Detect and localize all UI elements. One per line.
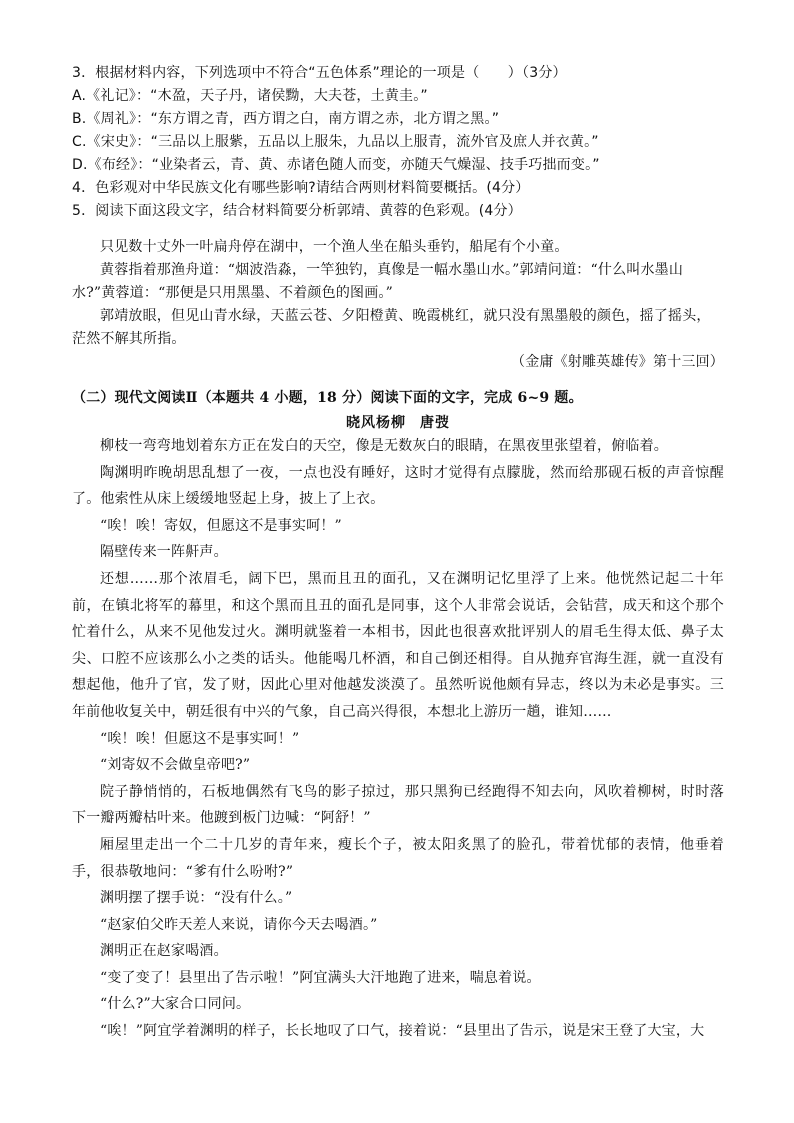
story-paragraph: 渊明正在赵家喝酒。 [100, 943, 228, 960]
question-3-option-d: D.《布经》：“业染者云，青、黄、赤诸色随人而变，亦随天气燥湿、技手巧拙而变。” [72, 157, 600, 173]
story-paragraph: “变了变了！县里出了告示啦！”阿宜满头大汗地跑了进来，喘息着说。 [100, 969, 541, 986]
excerpt-paragraph: 黄蓉指着那渔舟道：“烟波浩淼，一竿独钓，真像是一幅水墨山水。”郭靖问道：“什么叫水墨山水?”黄蓉道：“那便是只用黑墨、不着颜色的图画。” [72, 262, 684, 301]
question-3-stem: 3．根据材料内容，下列选项中不符合“五色体系”理论的一项是（ ）（3分） [72, 65, 567, 81]
story-paragraph: “唉！唉！但愿这不是事实呵！” [100, 730, 300, 747]
story-paragraph: “唉！唉！寄奴，但愿这不是事实呵！” [100, 517, 342, 534]
story-paragraph: 隔壁传来一阵鼾声。 [100, 544, 228, 561]
story-body [72, 433, 724, 1045]
question-5: 5．阅读下面这段文字，结合材料简要分析郭靖、黄蓉的色彩观。(4分） [72, 203, 522, 219]
story-paragraph: 陶渊明昨晚胡思乱想了一夜，一点也没有睡好，这时才觉得有点朦胧，然而给那砚石板的声音惊醒了。他索性从床上缓缓地竖起上身，披上了上衣。 [72, 464, 724, 508]
story-paragraph: “什么?”大家合口同问。 [100, 996, 251, 1013]
story-paragraph: 柳枝一弯弯地划着东方正在发白的天空，像是无数灰白的眼睛，在黑夜里张望着，俯临着。 [100, 438, 668, 454]
story-paragraph: 还想……那个浓眉毛，阔下巴，黑而且丑的面孔，又在渊明记忆里浮了上来。他恍然记起二十年前，在镇北将军的幕里，和这个黑而且丑的面孔是同事，这个人非常会说话，会钻营，成天和这个那个忙着什么，从来不见他发过火。渊明就鉴着一本相书，因此也很喜欢批评别人的眉毛生得太低、鼻子太尖、口腔不应该那么小之类的话头。他能喝几杯酒，和自己倒还相得。自从抛弃官海生涯，就一直没有想起他，他升了官，发了财，因此心里对他越发淡漠了。虽然听说他颇有异志，终以为未必是事实。三年前他收复关中，朝廷很有中兴的气象，自己高兴得很，本想北上游历一趟，谁知…… [72, 570, 724, 720]
story-author: 唐弢 [420, 415, 450, 431]
story-title: 晓风杨柳 [346, 415, 406, 431]
story-paragraph: 院子静悄悄的，石板地偶然有飞鸟的影子掠过，那只黑狗已经跑得不知去向，风吹着柳树，时时落下一瓣两瓣枯叶来。他踱到板门边喊：“阿舒！” [72, 783, 724, 827]
excerpt-paragraph: 郭靖放眼，但见山青水绿，天蓝云苍、夕阳橙黄、晚霞桃红，就只没有黑墨般的颜色，摇了摇头，茫然不解其所指。 [72, 308, 711, 347]
story-paragraph: 厢屋里走出一个二十几岁的青年来，瘦长个子，被太阳炙黑了的脸孔，带着忧郁的表情，他垂着手，很恭敬地问：“爹有什么吩咐?” [72, 836, 724, 880]
story-paragraph: “刘寄奴不会做皇帝吧?” [100, 757, 251, 774]
story-title-line [72, 412, 724, 432]
question-3-option-b: B.《周礼》：“东方谓之青，西方谓之白，南方谓之赤，北方谓之黑。” [72, 111, 500, 127]
story-paragraph: 渊明摆了摆手说：“没有什么。” [100, 890, 293, 907]
story-paragraph: “唉！”阿宜学着渊明的样子，长长地叹了口气，接着说：“县里出了告示，说是宋王登了大宝，大 [100, 1023, 705, 1040]
question-3-option-a: A.《礼记》：“木盈，天子丹，诸侯黝，大夫苍，土黄圭。” [72, 88, 428, 104]
questions-block [72, 62, 724, 223]
excerpt-paragraph: 只见数十丈外一叶扁舟停在湖中，一个渔人坐在船头垂钓，船尾有个小童。 [100, 239, 569, 255]
section-heading: （二）现代文阅读Ⅱ（本题共 4 小题，18 分）阅读下面的文字，完成 6~9 题。 [72, 390, 583, 406]
question-4: 4．色彩观对中华民族文化有哪些影响?请结合两则材料简要概括。(4分） [72, 180, 530, 196]
story-paragraph: “赵家伯父昨天差人来说，请你今天去喝酒。” [100, 916, 378, 933]
question-3-option-c: C.《宋史》：“三品以上服紫，五品以上服朱，九品以上服青，流外官及庶人并衣黄。” [72, 134, 599, 150]
excerpt-source: （金庸《射雕英雄传》第十三回） [511, 354, 724, 370]
novel-excerpt [72, 236, 724, 374]
